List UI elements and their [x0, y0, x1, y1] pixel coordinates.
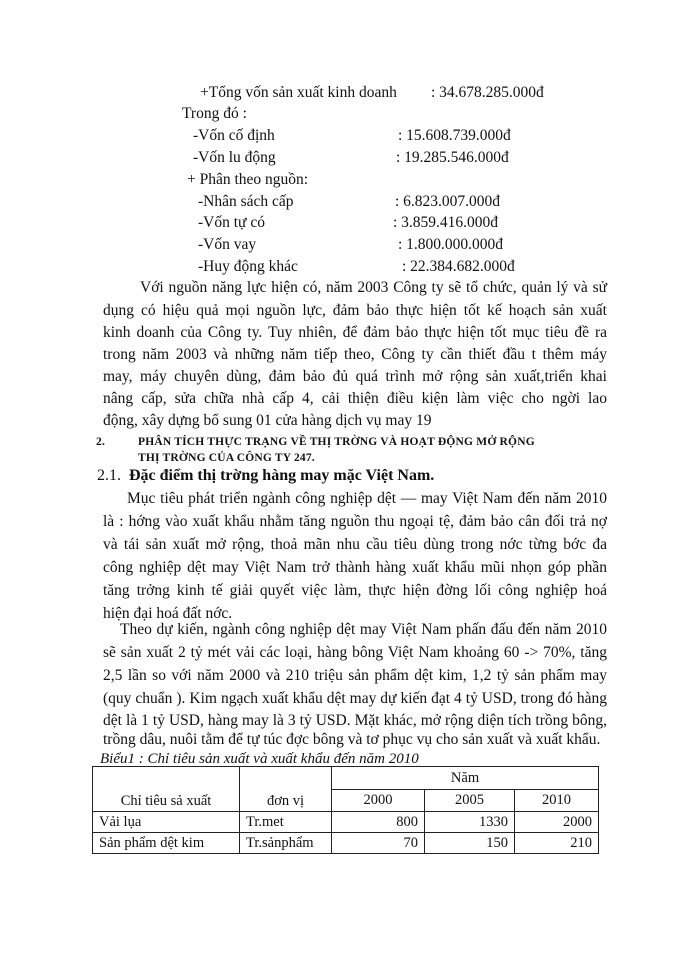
working-capital-label: -Vốn lu động [193, 149, 276, 166]
section-2-title-line2: THỊ TRỜNG CỦA CÔNG TY 247. [138, 452, 315, 464]
paragraph-line: trồng dâu, nuôi tằm để tự túc đợc bông và tơ phục vụ cho sản xuất và xuất khẩu. [103, 731, 601, 748]
table-caption: Biểu1 : Chỉ tiêu sản xuất và xuất khẩu đến năm 2010 [100, 751, 419, 767]
source-label: -Vốn vay [198, 236, 257, 253]
table-header-row [93, 767, 599, 790]
source-value: : 22.384.682.000đ [402, 258, 515, 275]
paragraph-line: Theo dự kiến, ngành công nghiệp dệt may Việt Nam phấn đấu đến năm 2010 [120, 621, 607, 638]
paragraph-line: động, xây dựng bổ sung 01 cửa hàng dịch vụ may 19 [103, 412, 432, 429]
source-label: -Vốn tự có [198, 214, 265, 231]
paragraph-line: trong năm 2003 và những năm tiếp theo, Công ty cần thiết đầu t thêm máy [103, 346, 607, 363]
row-value: 800 [332, 812, 425, 833]
table-row [93, 833, 599, 854]
paragraph-line: dệt là 1 tỷ USD, hàng may là 3 tỷ USD. Mặt khác, mở rộng diện tích trồng bông, [103, 712, 607, 729]
total-capital-value: : 34.678.285.000đ [431, 84, 544, 101]
row-value: 210 [515, 833, 599, 854]
source-label: -Huy động khác [198, 258, 298, 275]
paragraph-line: (quy chuẩn ). Kim ngạch xuất khẩu dệt may dự kiến đạt 4 tỷ USD, trong đó hàng [103, 690, 607, 707]
source-value: : 3.859.416.000đ [393, 214, 499, 231]
section-2-1-number: 2.1. [97, 467, 121, 484]
section-2-title-line1: PHÂN TÍCH THỰC TRẠNG VỀ THỊ TRỜNG VÀ HOẠT ĐỘNG MỞ RỘNG [138, 436, 535, 448]
table-row [93, 812, 599, 833]
header-unit: đơn vị [240, 767, 332, 812]
paragraph-line: kinh doanh của Công ty. Tuy nhiên, để đảm bảo thực hiện tốt mục tiêu đề ra [103, 324, 607, 341]
header-year: 2000 [332, 789, 425, 812]
header-indicator: Chỉ tiêu sả xuất [93, 767, 240, 812]
row-value: 2000 [515, 812, 599, 833]
section-2-1-title: Đặc điểm thị trờng hàng may mặc Việt Nam. [129, 467, 435, 484]
total-capital-label: +Tổng vốn sản xuất kinh doanh [200, 84, 397, 101]
row-name: Sản phẩm dệt kim [93, 833, 240, 854]
row-value: 70 [332, 833, 425, 854]
paragraph-line: may, máy chuyên dùng, đảm bảo đủ quá trình mở rộng sản xuất,triển khai [103, 368, 607, 385]
row-unit: Tr.met [240, 812, 332, 833]
paragraph-line: sẽ sản xuất 2 tỷ mét vải các loại, hàng bông Việt Nam khoảng 60 -> 70%, tăng [103, 644, 607, 661]
section-2-number: 2. [96, 436, 106, 448]
production-export-table [92, 766, 599, 854]
source-value: : 6.823.007.000đ [395, 193, 501, 210]
source-heading: + Phân theo nguồn: [187, 171, 309, 188]
fixed-capital-label: -Vốn cố định [193, 127, 275, 144]
source-value: : 1.800.000.000đ [398, 236, 504, 253]
paragraph-line: dụng có hiệu quả mọi nguồn lực, đảm bảo thực hiện tốt kế hoạch sản xuất [103, 302, 607, 319]
header-year: 2005 [425, 789, 515, 812]
row-name: Vải lụa [93, 812, 240, 833]
row-unit: Tr.sảnphẩm [240, 833, 332, 854]
paragraph-line: Mục tiêu phát triển ngành công nghiệp dệt — may Việt Nam đến năm 2010 [127, 490, 607, 507]
paragraph-line: 2,5 lần so với năm 2000 và 210 triệu sản phẩm dệt kim, 1,2 tỷ sản phẩm may [103, 667, 607, 684]
row-value: 150 [425, 833, 515, 854]
trong-do-label: Trong đó : [182, 105, 247, 122]
header-year-group: Năm [332, 767, 599, 790]
source-label: -Nhân sách cấp [198, 193, 294, 210]
row-value: 1330 [425, 812, 515, 833]
paragraph-line: là : hớng vào xuất khẩu nhằm tăng nguồn thu ngoại tệ, đảm bảo cân đối trả nợ [103, 513, 607, 530]
paragraph-line: Với nguồn năng lực hiện có, năm 2003 Công ty sẽ tổ chức, quản lý và sử [140, 279, 607, 296]
paragraph-line: và tái sản xuất mở rộng, thoả mãn nhu cầu tiêu dùng trong nớc từng bớc đa [103, 536, 607, 553]
fixed-capital-value: : 15.608.739.000đ [398, 127, 511, 144]
working-capital-value: : 19.285.546.000đ [396, 149, 509, 166]
paragraph-line: tăng trởng kinh tế giải quyết việc làm, thực hiện đờng lối công nghiệp hoá [103, 582, 607, 599]
header-year: 2010 [515, 789, 599, 812]
paragraph-line: hiện đại hoá đất nớc. [103, 605, 233, 622]
paragraph-line: nâng cấp, sửa chữa nhà cấp 4, cải thiện điều kiện làm việc cho ngời lao [103, 390, 607, 407]
paragraph-line: công nghiệp dệt may Việt Nam trở thành hàng xuất khẩu mũi nhọn góp phần [103, 559, 607, 576]
